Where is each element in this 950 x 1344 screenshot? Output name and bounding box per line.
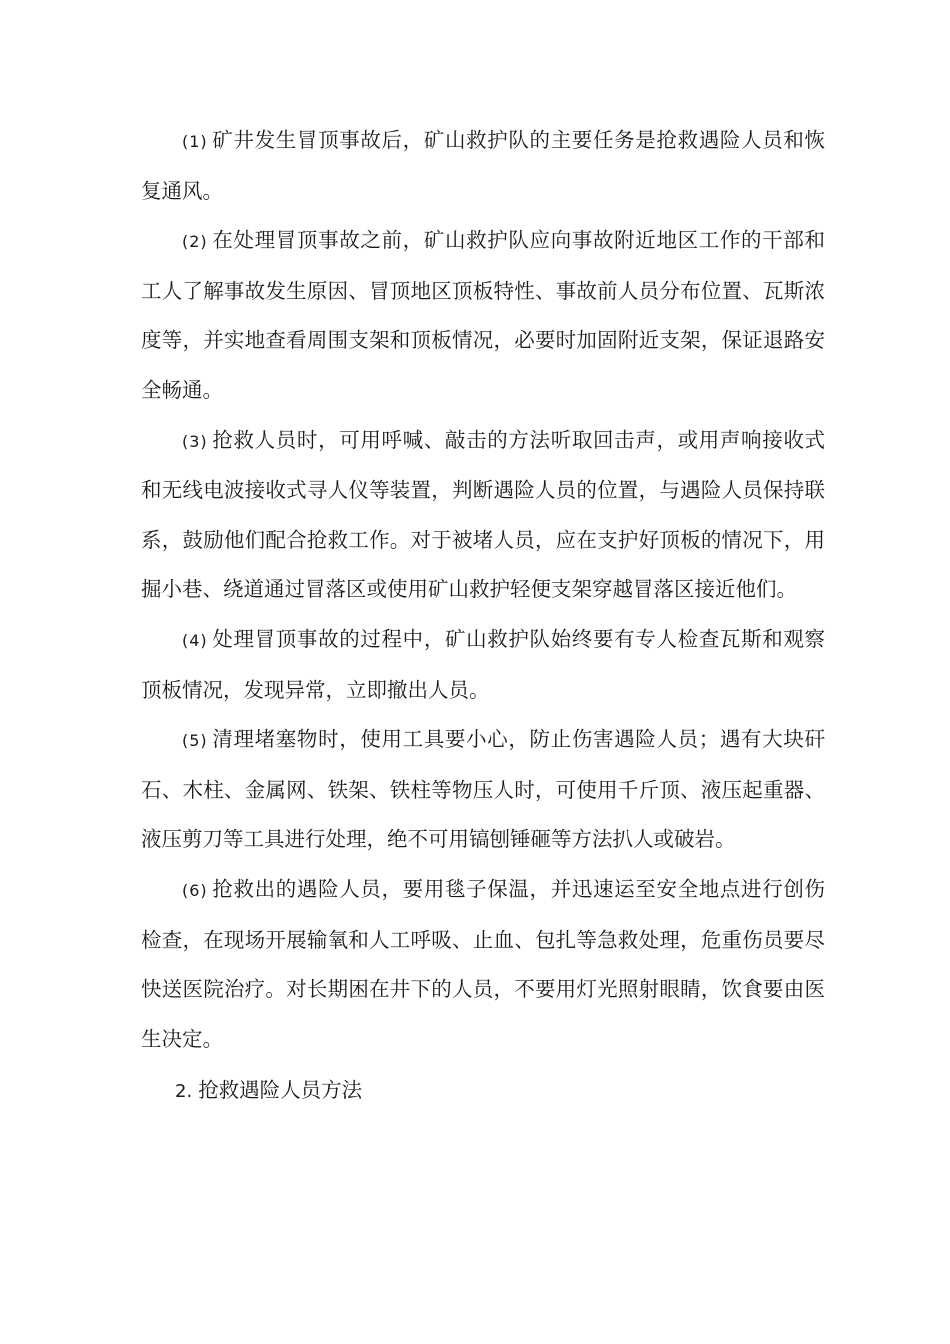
paragraph-6 <box>141 865 825 1064</box>
paragraph-number: (1) <box>182 132 208 151</box>
paragraph-text: 清理堵塞物时，使用工具要小心，防止伤害遇险人员；遇有大块矸石、木柱、金属网、铁架、铁柱等物压人时，可使用千斤顶、液压起重器、液压剪刀等工具进行处理，绝不可用镐刨锤砸等方法扒人或破岩。 <box>141 727 825 852</box>
paragraph-4 <box>141 615 825 715</box>
paragraph-text: 在处理冒顶事故之前，矿山救护队应向事故附近地区工作的干部和工人了解事故发生原因、冒顶地区顶板特性、事故前人员分布位置、瓦斯浓度等，并实地查看周围支架和顶板情况，必要时加固附近支架，保证退路安全畅通。 <box>141 228 825 402</box>
paragraph-text: 矿井发生冒顶事故后，矿山救护队的主要任务是抢救遇险人员和恢复通风。 <box>141 128 825 203</box>
paragraph-number: (6) <box>182 880 208 900</box>
paragraph-5 <box>141 715 825 865</box>
paragraph-text: 抢救人员时，可用呼喊、敲击的方法听取回击声，或用声响接收式和无线电波接收式寻人仪等装置，判断遇险人员的位置，与遇险人员保持联系，鼓励他们配合抢救工作。对于被堵人员，应在支护好顶板的情况下，用掘小巷、绕道通过冒落区或使用矿山救护轻便支架穿越冒落区接近他们。 <box>141 427 825 602</box>
paragraph-text: 处理冒顶事故的过程中，矿山救护队始终要有专人检查瓦斯和观察顶板情况，发现异常，立即撤出人员。 <box>141 626 825 702</box>
section-heading <box>141 1066 825 1117</box>
paragraph-text: 抢救出的遇险人员，要用毯子保温，并迅速运至安全地点进行创伤检查，在现场开展输氧和人工呼吸、止血、包扎等急救处理，危重伤员要尽快送医院治疗。对长期困在井下的人员，不要用灯光照射眼睛，饮食要由医生决定。 <box>141 876 825 1051</box>
paragraph-3 <box>141 416 825 615</box>
section-number: 2. <box>175 1081 193 1103</box>
paragraph-number: (4) <box>182 630 208 650</box>
paragraph-number: (2) <box>182 232 208 252</box>
paragraph-number: (3) <box>182 431 208 451</box>
section-title: 抢救遇险人员方法 <box>198 1078 363 1103</box>
paragraph-2 <box>141 216 825 415</box>
paragraph-1 <box>141 116 825 216</box>
paragraph-number: (5) <box>182 731 208 751</box>
document-body <box>141 116 825 1117</box>
